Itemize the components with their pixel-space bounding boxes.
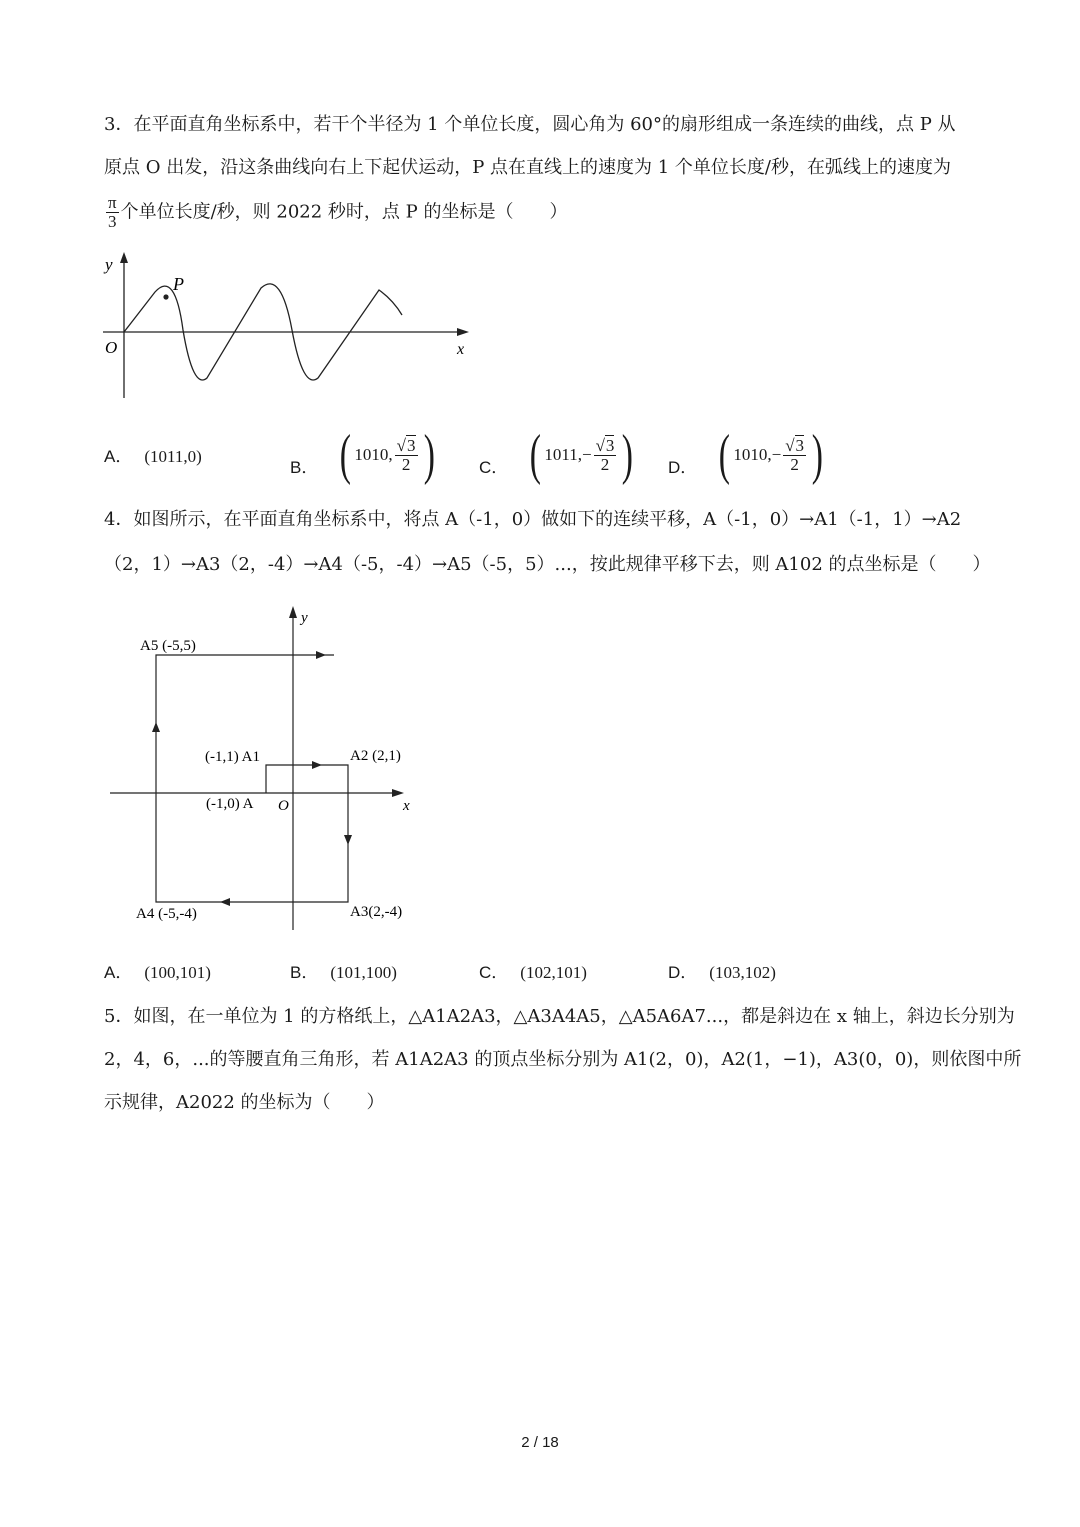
- q4-right-arrow-icon: [312, 761, 322, 769]
- point-p-marker: [163, 294, 168, 299]
- q5-line-2: 2，4，6，...的等腰直角三角形，若 A1A2A3 的顶点坐标分别为 A1(2，0)，A2(1，−1)，A3(0，0)，则依图中所: [104, 1049, 1022, 1070]
- q4-y-label: y: [301, 610, 308, 626]
- q4-x-arrow-icon: [392, 789, 404, 797]
- q4-option-a: A． (100,101): [104, 963, 211, 982]
- page-number: 2 / 18: [521, 1434, 559, 1451]
- q4-option-b: B． (101,100): [290, 963, 397, 982]
- q4-option-c: C． (102,101): [479, 963, 587, 982]
- q4-down-arrow-icon: [344, 835, 352, 845]
- q3-y-label: y: [105, 255, 113, 274]
- q4-option-d: D． (103,102): [668, 963, 776, 982]
- q3-option-c: C． ( 1011,− $\frac{√3}{2}$ ): [479, 424, 634, 486]
- q4-a-label: (-1,0) A: [206, 796, 254, 812]
- q4-x-label: x: [403, 798, 410, 814]
- q4-translation-figure: [100, 600, 430, 935]
- q4-right-arrow-2-icon: [316, 651, 326, 659]
- q4-a4-label: A4 (-5,-4): [136, 906, 197, 922]
- q4-line-2: （2，1）→A3（2，-4）→A4（-5，-4）→A5（-5，5）...，按此规律平移下去，则 A102 的点坐标是（ ）: [104, 554, 991, 575]
- q4-a5-label: A5 (-5,5): [140, 638, 196, 654]
- q3-p-label: P: [173, 274, 184, 294]
- q4-y-arrow-icon: [289, 606, 297, 618]
- q4-left-arrow-icon: [220, 898, 230, 906]
- q3-option-b: B． ( 1010, $\frac{√3}{2}$ ): [290, 424, 435, 486]
- q4-origin-label: O: [278, 798, 289, 814]
- q3-wave-figure: [95, 250, 480, 405]
- q4-a2-label: A2 (2,1): [350, 748, 401, 764]
- q3-line-3: $\frac{\pi}{3}$ 个单位长度/秒，则 2022 秒时，点 P 的坐标是（ ）: [108, 193, 568, 231]
- q4-up-arrow-icon: [152, 722, 160, 732]
- q4-line-1: 4．如图所示，在平面直角坐标系中，将点 A（-1，0）做如下的连续平移，A（-1，0）→A1（-1，1）→A2: [104, 509, 962, 530]
- q3-x-arrow-icon: [457, 328, 469, 336]
- q3-option-d: D． ( 1010,− $\frac{√3}{2}$ ): [668, 424, 823, 486]
- q3-option-a: A． (1011,0): [104, 447, 202, 466]
- q3-line-1: 3．在平面直角坐标系中，若干个半径为 1 个单位长度，圆心角为 60°的扇形组成一条连续的曲线，点 P 从: [104, 114, 956, 135]
- q4-translation-path: [156, 655, 348, 902]
- q3-line-2: 原点 O 出发，沿这条曲线向右上下起伏运动，P 点在直线上的速度为 1 个单位长度/秒，在弧线上的速度为: [104, 157, 951, 178]
- q3-y-arrow-icon: [120, 252, 128, 263]
- q5-line-3: 示规律，A2022 的坐标为（ ）: [104, 1092, 385, 1113]
- q5-line-1: 5．如图，在一单位为 1 的方格纸上，△A1A2A3，△A3A4A5，△A5A6A7...，都是斜边在 x 轴上，斜边长分别为: [104, 1006, 1015, 1027]
- q3-origin-label: O: [105, 338, 118, 357]
- pi-over-3-fraction: $\frac{\pi}{3}$: [108, 193, 117, 231]
- q3-x-label: x: [457, 341, 465, 358]
- q4-a3-label: A3(2,-4): [350, 904, 403, 920]
- q4-a1-label: (-1,1) A1: [205, 749, 260, 765]
